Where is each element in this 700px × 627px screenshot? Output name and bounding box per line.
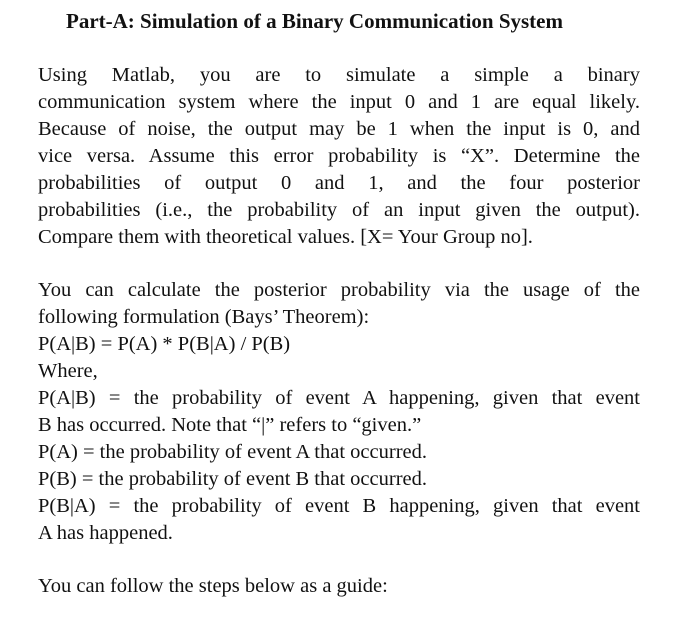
definition-line: B has occurred. Note that “|” refers to “given.” xyxy=(38,414,422,436)
text-line: Where, xyxy=(38,360,98,382)
paragraph-task-description xyxy=(38,62,640,251)
definition-line: A has happened. xyxy=(38,522,173,544)
text-line: communication system where the input 0 and 1 are equal likely. xyxy=(38,91,640,113)
definition-line: P(A|B) = the probability of event A happening, given that event xyxy=(38,387,640,409)
definition-line: P(A) = the probability of event A that occurred. xyxy=(38,441,427,463)
text-line: following formulation (Bays’ Theorem): xyxy=(38,306,370,328)
text-line: probabilities of output 0 and 1, and the four posterior xyxy=(38,172,640,194)
text-line: vice versa. Assume this error probability is “X”. Determine the xyxy=(38,145,640,167)
text-line: You can calculate the posterior probability via the usage of the xyxy=(38,279,640,301)
text-line: probabilities (i.e., the probability of an input given the output). xyxy=(38,199,640,221)
text-line: Because of noise, the output may be 1 when the input is 0, and xyxy=(38,118,640,140)
formula-line: P(A|B) = P(A) * P(B|A) / P(B) xyxy=(38,333,291,355)
definition-line: P(B|A) = the probability of event B happening, given that event xyxy=(38,495,640,517)
document-title: Part-A: Simulation of a Binary Communication System xyxy=(66,9,563,33)
text-line: You can follow the steps below as a guide: xyxy=(38,575,388,597)
paragraph-steps-intro xyxy=(38,573,640,600)
paragraph-bayes-theorem xyxy=(38,277,640,547)
text-line: Compare them with theoretical values. [X= Your Group no]. xyxy=(38,226,533,248)
definition-line: P(B) = the probability of event B that occurred. xyxy=(38,468,427,490)
text-line: Using Matlab, you are to simulate a simple a binary xyxy=(38,64,640,86)
